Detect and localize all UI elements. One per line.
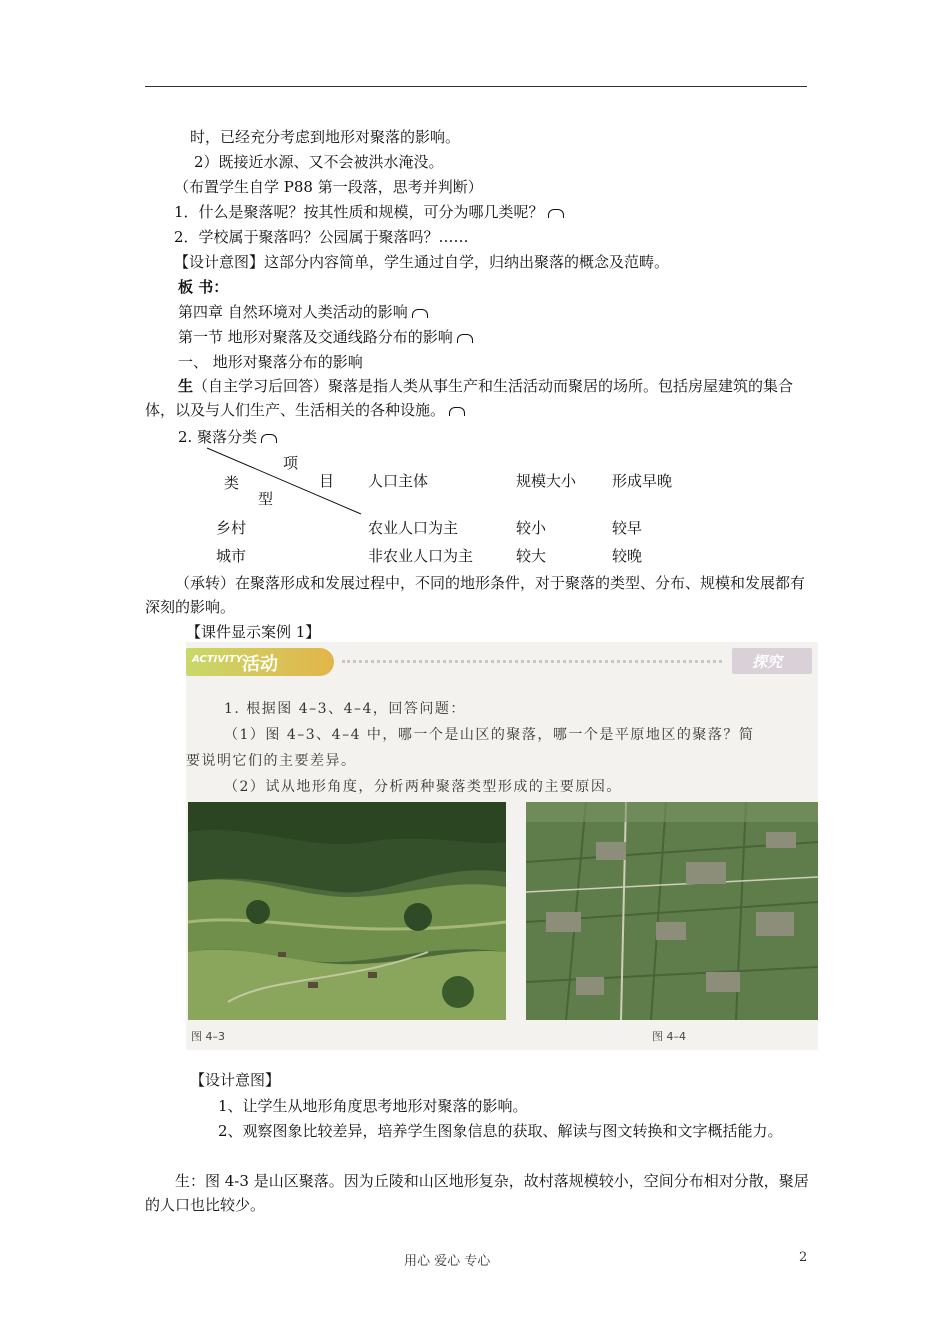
para-line: （布置学生自学 P88 第一段落，思考并判断） [174, 178, 483, 196]
paragraph-mark-icon [412, 309, 428, 318]
para-line: 时，已经充分考虑到地形对聚落的影响。 [190, 128, 461, 146]
diag-label: 型 [258, 490, 274, 508]
header-rule [145, 86, 807, 87]
figure-caption: 图 4–4 [652, 1030, 686, 1043]
table-cell: 较小 [516, 519, 547, 537]
diag-label: 目 [319, 472, 335, 490]
subsection-title: 一、 地形对聚落分布的影响 [178, 353, 363, 371]
activity-question: 1. 根据图 4–3、4–4，回答问题： [224, 701, 466, 717]
table-cell: 农业人口为主 [368, 519, 459, 537]
table-cell: 较晚 [612, 547, 643, 565]
table-header: 形成早晚 [612, 472, 673, 490]
student-answer-2: 生：图 4-3 是山区聚落。因为丘陵和山区地形复杂，故村落规模较小，空间分布相对分散，聚居的人口也比较少。 [145, 1172, 809, 1214]
mountain-settlement-photo [188, 802, 506, 1020]
table-cell: 乡村 [216, 519, 247, 537]
explore-tag: 探究 [732, 648, 812, 674]
activity-question: （1）图 4–3、4–4 中，哪一个是山区的聚落，哪一个是平原地区的聚落？简 [224, 727, 755, 743]
intent-item: 1、让学生从地形角度思考地形对聚落的影响。 [218, 1097, 528, 1115]
diag-label: 项 [283, 454, 299, 472]
table-cell: 城市 [216, 547, 247, 565]
table-cell: 非农业人口为主 [368, 547, 474, 565]
question-2: 2．学校属于聚落吗？公园属于聚落吗？…… [174, 228, 469, 246]
diag-label: 类 [224, 474, 240, 492]
dotted-divider [342, 660, 722, 663]
section-title: 第一节 地形对聚落及交通线路分布的影响 [178, 326, 473, 348]
paragraph-mark-icon [457, 334, 473, 343]
figure-caption: 图 4–3 [191, 1030, 225, 1043]
page-number: 2 [799, 1250, 808, 1265]
paragraph-mark-icon [261, 434, 277, 443]
chapter-title: 第四章 自然环境对人类活动的影响 [178, 301, 428, 323]
table-header: 规模大小 [516, 472, 577, 490]
design-intent: 【设计意图】这部分内容简单，学生通过自学，归纳出聚落的概念及范畴。 [174, 253, 670, 271]
paragraph-mark-icon [548, 209, 564, 218]
activity-question: （2）试从地形角度，分析两种聚落类型形成的主要原因。 [224, 779, 622, 795]
transition-paragraph: （承转）在聚落形成和发展过程中，不同的地形条件，对于聚落的类型、分布、规模和发展都有深刻的影响。 [145, 574, 806, 616]
question-1: 1．什么是聚落呢？按其性质和规模，可分为哪几类呢？ [174, 201, 564, 223]
table-cell: 较大 [516, 547, 547, 565]
footer-motto: 用心 爱心 专心 [404, 1254, 491, 1269]
design-intent-heading: 【设计意图】 [190, 1071, 281, 1089]
student-answer: 生（自主学习后回答）聚落是指人类从事生产和生活活动而聚居的场所。包括房屋建筑的集合体，以及与人们生产、生活相关的各种设施。 [145, 377, 794, 419]
board-heading: 板 书： [178, 278, 229, 296]
para-line: 2）既接近水源、又不会被洪水淹没。 [194, 153, 444, 171]
activity-badge: ACTIVITY 活动 [186, 648, 334, 676]
activity-question: 要说明它们的主要差异。 [186, 753, 357, 769]
courseware-label: 【课件显示案例 1】 [186, 623, 321, 641]
intent-item: 2、观察图象比较差异，培养学生图象信息的获取、解读与图文转换和文字概括能力。 [218, 1122, 783, 1140]
table-header: 人口主体 [368, 472, 429, 490]
table-cell: 较早 [612, 519, 643, 537]
paragraph-mark-icon [449, 407, 465, 416]
activity-figure [186, 642, 818, 1050]
classification-heading: 2. 聚落分类 [178, 426, 277, 448]
plain-settlement-photo [526, 802, 818, 1020]
